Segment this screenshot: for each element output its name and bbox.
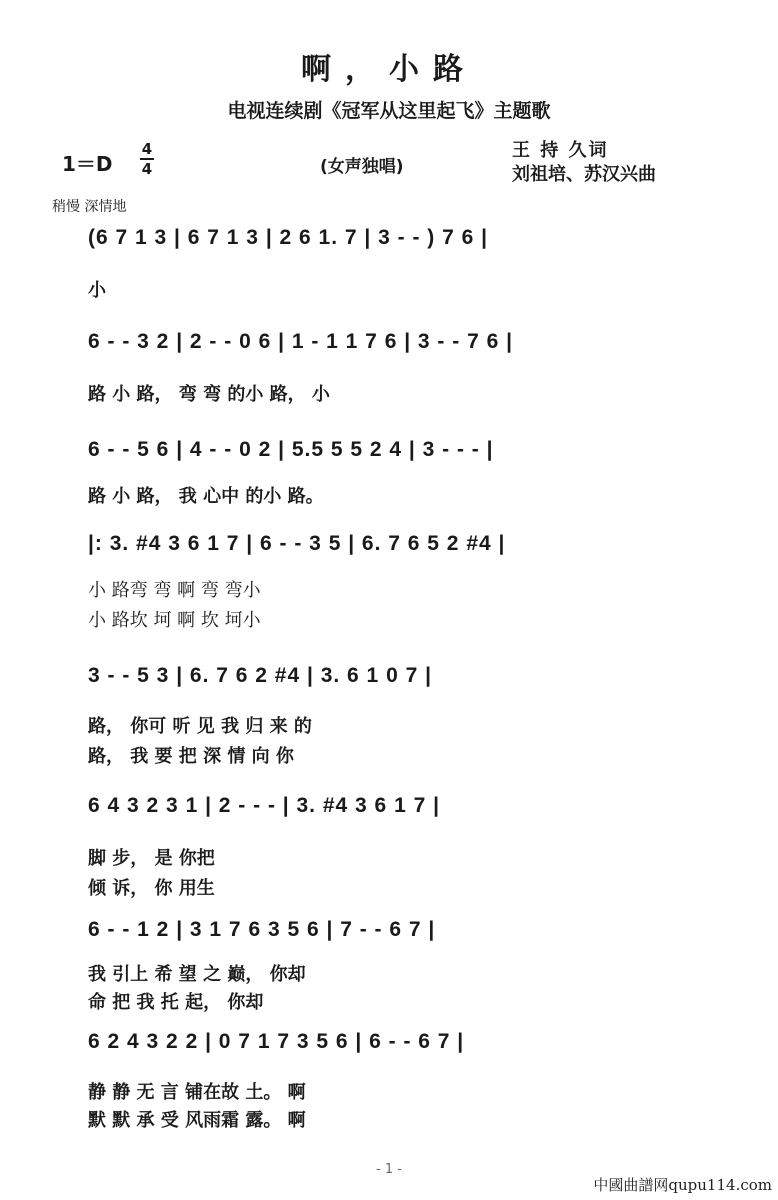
notes-line: 3 - - 5 3 | 6. 7 6 2 #4 | 3. 6 1 0 7 | [88, 664, 432, 687]
song-title: 啊，小路 [301, 52, 477, 87]
time-signature [140, 140, 154, 178]
lyric-line-2: 路， 我 要 把 深 情 向 你 [88, 746, 294, 767]
lyric-line-1: 小 路弯 弯 啊 弯 弯小 [88, 580, 261, 601]
notes-line: 6 - - 1 2 | 3 1 7 6 3 5 6 | 7 - - 6 7 | [88, 918, 436, 941]
music-line [44, 532, 734, 632]
music-line [44, 794, 734, 899]
lyric-line-1: 路 小 路， 弯 弯 的小 路， 小 [88, 384, 330, 405]
music-line [44, 664, 734, 767]
lyric-line-1: 我 引上 希 望 之 巅， 你却 [88, 964, 306, 985]
watermark-logo: 中國曲譜网qupu114.com [593, 1176, 772, 1194]
notes-line: 6 - - 5 6 | 4 - - 0 2 | 5.5 5 5 2 4 | 3 - - - | [88, 438, 494, 461]
music-line [44, 226, 734, 306]
lyricist-credit: 王 持 久词 [512, 140, 609, 161]
lyric-line-1: 脚 步， 是 你把 [88, 848, 215, 869]
song-subtitle: 电视连续剧《冠军从这里起飞》主题歌 [227, 100, 551, 122]
music-line [44, 1030, 734, 1130]
music-line [44, 330, 734, 410]
page-number: - 1 - [376, 1162, 402, 1177]
performance-note: (女声独唱) [320, 157, 404, 177]
lyric-line-1: 路 小 路， 我 心中 的小 路。 [88, 486, 324, 507]
lyric-line-2: 倾 诉， 你 用生 [88, 878, 215, 899]
tempo-marking: 稍慢 深情地 [52, 199, 127, 215]
lyric-line-2: 默 默 承 受 风雨霜 露。 啊 [88, 1110, 306, 1131]
notes-line: |: 3. #4 3 6 1 7 | 6 - - 3 5 | 6. 7 6 5 2 #4 | [88, 532, 506, 555]
notes-line: 6 2 4 3 2 2 | 0 7 1 7 3 5 6 | 6 - - 6 7 | [88, 1030, 465, 1053]
lyric-line-1: 小 [88, 280, 106, 301]
composer-credit: 刘祖培、苏汉兴曲 [512, 164, 656, 185]
time-signature-bottom: 4 [141, 160, 153, 178]
notes-line: (6 7 1 3 | 6 7 1 3 | 2 6 1. 7 | 3 - - ) 7 6 | [88, 226, 489, 249]
lyric-line-1: 路， 你可 听 见 我 归 来 的 [88, 716, 312, 737]
time-signature-top: 4 [141, 140, 153, 158]
lyric-line-2: 小 路坎 坷 啊 坎 坷小 [88, 610, 261, 631]
notes-line: 6 4 3 2 3 1 | 2 - - - | 3. #4 3 6 1 7 | [88, 794, 440, 817]
lyric-line-2: 命 把 我 托 起， 你却 [88, 992, 264, 1013]
key-signature: 1＝D [62, 152, 113, 176]
music-line [44, 918, 734, 1018]
music-line [44, 438, 734, 518]
notes-line: 6 - - 3 2 | 2 - - 0 6 | 1 - 1 1 7 6 | 3 - - 7 6 | [88, 330, 513, 353]
lyric-line-1: 静 静 无 言 铺在故 土。 啊 [88, 1082, 306, 1103]
